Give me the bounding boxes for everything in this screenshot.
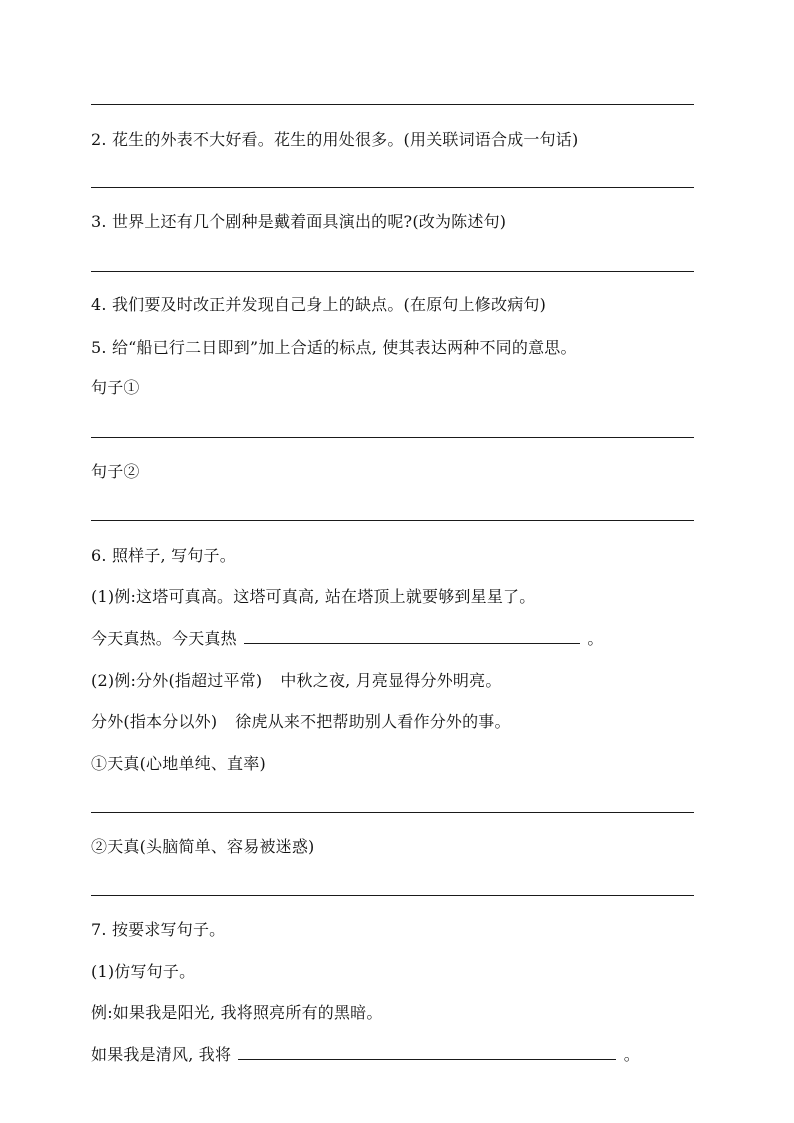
fill-blank-hot-day[interactable] (244, 628, 580, 644)
question-3: 3. 世界上还有几个剧种是戴着面具演出的呢?(改为陈述句) (91, 212, 507, 231)
answer-line-q3[interactable] (91, 271, 694, 272)
prompt-end: 。 (587, 629, 604, 648)
answer-line-q1[interactable] (91, 104, 694, 105)
answer-line-q2[interactable] (91, 187, 694, 188)
answer-line-item-2[interactable] (91, 895, 694, 896)
question-6-item-2: ②天真(头脑简单、容易被迷惑) (91, 837, 315, 856)
question-7-example: 例:如果我是阳光, 我将照亮所有的黑暗。 (91, 1003, 383, 1022)
fill-blank-breeze[interactable] (238, 1044, 616, 1060)
question-6-part-1-example: (1)例:这塔可真高。这塔可真高, 站在塔顶上就要够到星星了。 (91, 587, 536, 606)
question-6: 6. 照样子, 写句子。 (91, 546, 236, 565)
question-7-part-1: (1)仿写句子。 (91, 962, 196, 981)
question-5: 5. 给“船已行二日即到”加上合适的标点, 使其表达两种不同的意思。 (91, 338, 577, 357)
example-a-sentence: 中秋之夜, 月亮显得分外明亮。 (280, 671, 502, 690)
prompt-end: 。 (623, 1045, 640, 1064)
example-b-sentence: 徐虎从来不把帮助别人看作分外的事。 (235, 712, 511, 731)
answer-line-item-1[interactable] (91, 812, 694, 813)
question-7-prompt (91, 1044, 640, 1066)
example-b-word: 分外(指本分以外) (91, 712, 218, 731)
prompt-text: 如果我是清风, 我将 (91, 1045, 232, 1064)
question-6-part-2-example-b (91, 711, 511, 733)
answer-line-sentence-1[interactable] (91, 437, 694, 438)
question-6-item-1: ①天真(心地单纯、直率) (91, 754, 266, 773)
question-6-part-1-prompt (91, 628, 604, 650)
answer-line-sentence-2[interactable] (91, 520, 694, 521)
example-a-word: (2)例:分外(指超过平常) (91, 671, 263, 690)
prompt-text: 今天真热。今天真热 (91, 629, 237, 648)
sentence-1-label: 句子① (91, 378, 140, 397)
question-2: 2. 花生的外表不大好看。花生的用处很多。(用关联词语合成一句话) (91, 130, 579, 149)
question-7: 7. 按要求写句子。 (91, 920, 226, 939)
sentence-2-label: 句子② (91, 462, 140, 481)
question-6-part-2-example-a (91, 670, 502, 692)
question-4: 4. 我们要及时改正并发现自己身上的缺点。(在原句上修改病句) (91, 295, 547, 314)
